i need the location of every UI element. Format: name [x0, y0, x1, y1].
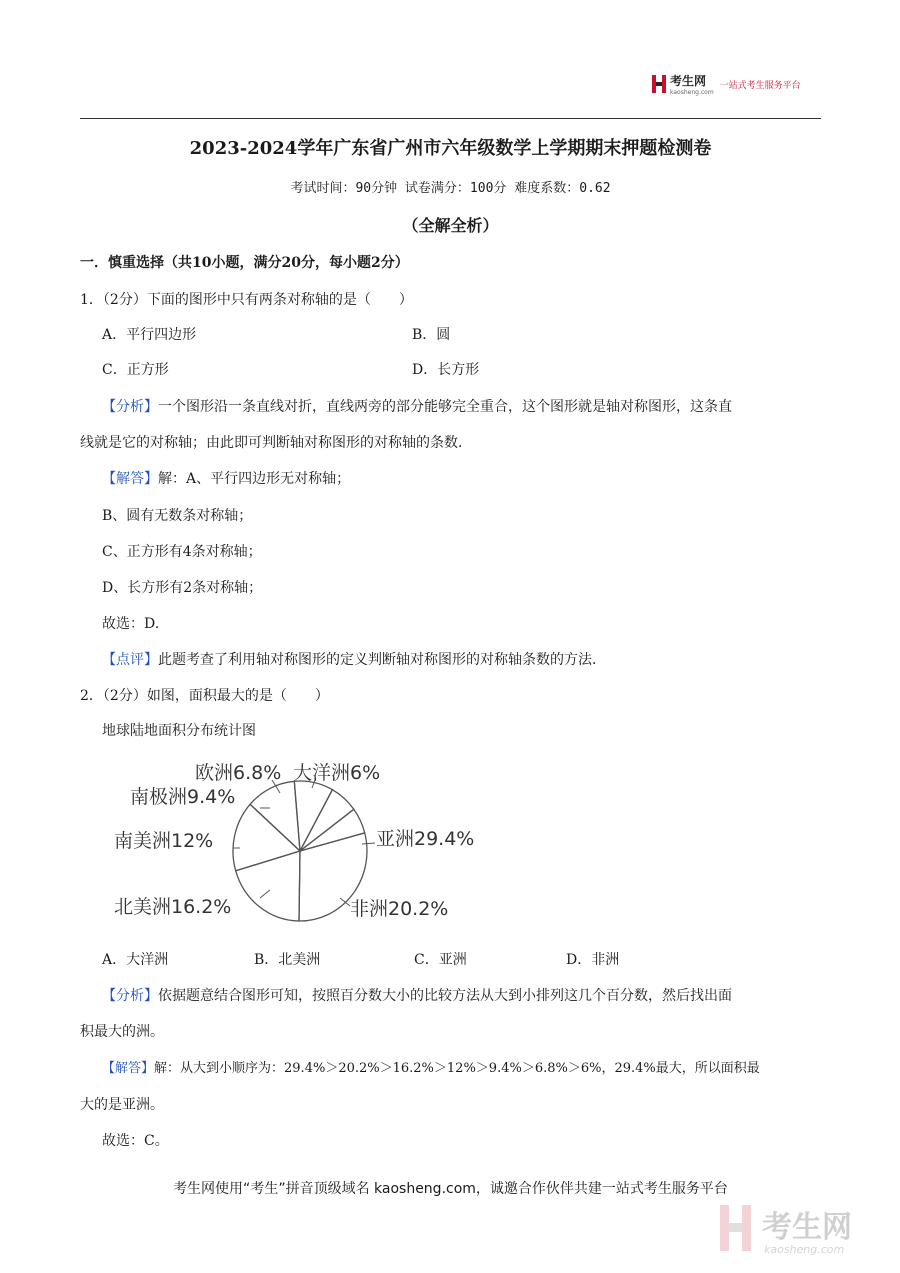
logo-slogan: 一站式考生服务平台 [719, 80, 801, 91]
q2-stem: 2．（2分）如图，面积最大的是（ ） [80, 688, 329, 704]
q1-analysis [102, 396, 822, 416]
slice-oceania [300, 809, 365, 851]
slice-north-america [233, 804, 300, 871]
q2-choice: 故选：C。 [102, 1133, 169, 1149]
q2-option-b: B．北美洲 [254, 952, 321, 968]
q1-analysis-text-1: 一个图形沿一条直线对折，直线两旁的部分能够完全重合，这个图形就是轴对称图形，这条直 [158, 399, 732, 415]
leader-line [260, 890, 270, 898]
q1-review [102, 649, 847, 669]
q2-answer [102, 1057, 847, 1076]
leader-line [362, 843, 375, 844]
header-divider [80, 118, 821, 119]
q1-option-a: A．平行四边形 [102, 327, 197, 343]
label-asia: 亚洲29.4% [376, 828, 475, 850]
logo-name: 考生网 [670, 73, 707, 88]
kaosheng-logo-icon [652, 75, 666, 93]
label-north-america: 北美洲16.2% [114, 896, 232, 918]
q2-answer-text-2: 大的是亚洲。 [80, 1097, 164, 1113]
q2-option-d: D．非洲 [566, 952, 620, 968]
exam-meta: 考试时间：90分钟 试卷满分：100分 难度系数：0.62 [290, 181, 611, 196]
slice-south-america [250, 781, 300, 851]
q2-option-a: A．大洋洲 [102, 952, 169, 968]
watermark-name: 考生网 [762, 1210, 852, 1245]
page-title: 2023-2024学年广东省广州市六年级数学上学期期末押题检测卷 [189, 138, 712, 159]
q1-option-b: B．圆 [412, 327, 451, 343]
q1-answer-tag: 【解答】 [102, 471, 158, 487]
label-europe: 欧洲6.8% [195, 762, 282, 784]
q2-analysis-text-2: 积最大的洲。 [80, 1024, 164, 1040]
q1-answer-text-3: C、正方形有4条对称轴； [102, 544, 262, 560]
q2-option-c: C．亚洲 [414, 952, 467, 968]
label-antarctica: 南极洲9.4% [130, 786, 236, 808]
q1-analysis-tag: 【分析】 [102, 399, 158, 415]
label-south-america: 南美洲12% [114, 830, 214, 852]
q1-answer [102, 468, 847, 488]
page-subtitle: （全解全析） [402, 216, 499, 235]
q1-analysis-text-2: 线就是它的对称轴；由此即可判断轴对称图形的对称轴的条数． [80, 435, 472, 451]
slice-europe [300, 790, 354, 851]
q1-answer-text-1: 解：A、平行四边形无对称轴； [158, 471, 351, 487]
section-heading: 一．慎重选择（共10小题，满分20分，每小题2分） [80, 255, 409, 271]
label-africa: 非洲20.2% [350, 898, 449, 920]
q1-option-c: C．正方形 [102, 362, 169, 378]
q1-option-d: D．长方形 [412, 362, 480, 378]
q1-stem: 1．（2分）下面的图形中只有两条对称轴的是（ ） [80, 292, 413, 308]
chart-title: 地球陆地面积分布统计图 [102, 723, 256, 739]
q2-analysis [102, 985, 822, 1005]
pie-chart [100, 748, 500, 928]
label-oceania: 大洋洲6% [293, 762, 381, 784]
logo-domain: kaosheng.com [670, 88, 714, 96]
q1-answer-text-4: D、长方形有2条对称轴； [102, 580, 263, 596]
q2-answer-text-1: 解：从大到小顺序为：29.4%＞20.2%＞16.2%＞12%＞9.4%＞6.8%＞6%，29.4%最大，所以面积最 [154, 1061, 760, 1076]
header-logo [652, 72, 822, 96]
q2-analysis-text-1: 依据题意结合图形可知，按照百分数大小的比较方法从大到小排列这几个百分数，然后找出面 [158, 988, 732, 1004]
q1-answer-text-2: B、圆有无数条对称轴； [102, 508, 253, 524]
footer-text: 考生网使用“考生”拼音顶级域名 kaosheng.com，诚邀合作伙伴共建一站式考生服务平台 [173, 1181, 728, 1197]
q1-review-tag: 【点评】 [102, 652, 158, 668]
q2-analysis-tag: 【分析】 [102, 988, 158, 1004]
q2-answer-tag: 【解答】 [102, 1061, 155, 1076]
q1-choice: 故选：D. [102, 616, 160, 632]
q1-review-text: 此题考查了利用轴对称图形的定义判断轴对称图形的对称轴条数的方法． [158, 652, 606, 668]
watermark-domain: kaosheng.com [764, 1243, 845, 1256]
watermark-logo-icon [720, 1205, 751, 1251]
watermark [718, 1199, 878, 1259]
